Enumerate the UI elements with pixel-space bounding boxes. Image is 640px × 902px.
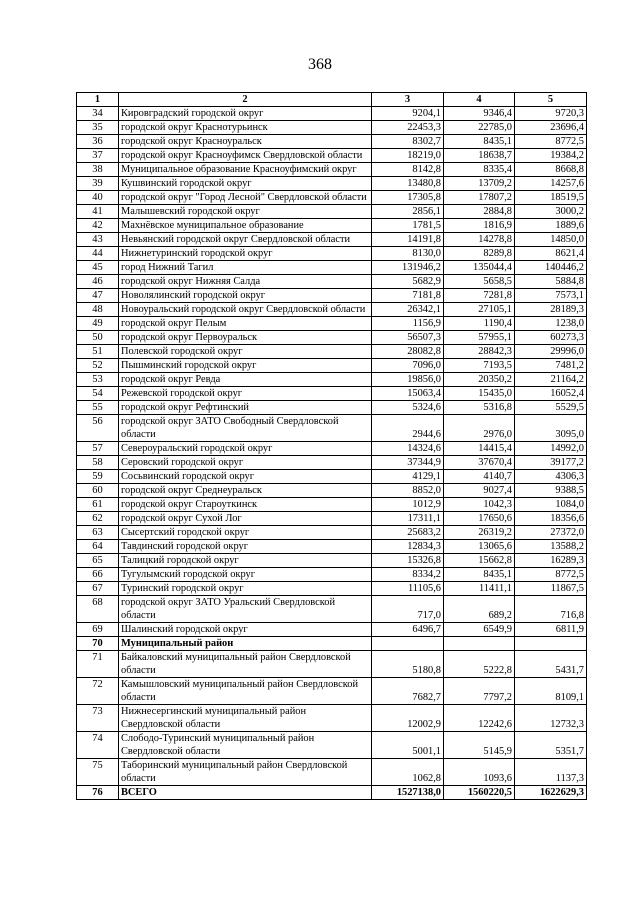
row-name: Нижнетуринский городской округ [119,247,372,261]
value-col-3: 4129,1 [372,470,444,484]
row-name: городской округ Краснотурьинск [119,121,372,135]
row-name: Туринский городской округ [119,582,372,596]
row-number: 49 [77,317,119,331]
table-row [77,191,587,205]
row-number: 65 [77,554,119,568]
value-col-3: 5682,9 [372,275,444,289]
row-name: Махнёвское муниципальное образование [119,219,372,233]
value-col-4: 1093,6 [444,759,515,786]
row-number: 46 [77,275,119,289]
table-row [77,107,587,121]
value-col-5: 18356,6 [515,512,587,526]
row-number: 58 [77,456,119,470]
table-row [77,456,587,470]
value-col-4: 20350,2 [444,373,515,387]
table-row [77,219,587,233]
value-col-4: 57955,1 [444,331,515,345]
table-row [77,498,587,512]
row-number: 47 [77,289,119,303]
row-name: Тугулымский городской округ [119,568,372,582]
value-col-5: 1622629,3 [515,786,587,800]
value-col-4: 22785,0 [444,121,515,135]
value-col-5: 28189,3 [515,303,587,317]
value-col-3: 1781,5 [372,219,444,233]
value-col-4: 17650,6 [444,512,515,526]
value-col-5: 3000,2 [515,205,587,219]
value-col-5: 11867,5 [515,582,587,596]
row-number: 34 [77,107,119,121]
row-number: 73 [77,705,119,732]
value-col-3: 8142,8 [372,163,444,177]
table-row [77,345,587,359]
value-col-3: 2856,1 [372,205,444,219]
value-col-4: 5658,5 [444,275,515,289]
value-col-5: 7481,2 [515,359,587,373]
value-col-5: 39177,2 [515,456,587,470]
table-row [77,759,587,786]
value-col-4: 37670,4 [444,456,515,470]
value-col-5: 1889,6 [515,219,587,233]
value-col-3: 5324,6 [372,401,444,415]
row-number: 44 [77,247,119,261]
row-number: 69 [77,623,119,637]
row-number: 57 [77,442,119,456]
row-number: 54 [77,387,119,401]
table-row [77,401,587,415]
value-col-5: 21164,2 [515,373,587,387]
row-name: городской округ Рефтинский [119,401,372,415]
value-col-3: 13480,8 [372,177,444,191]
value-col-4: 11411,1 [444,582,515,596]
value-col-5: 16052,4 [515,387,587,401]
value-col-4: 5222,8 [444,651,515,678]
row-number: 41 [77,205,119,219]
value-col-3: 1156,9 [372,317,444,331]
value-col-5: 5529,5 [515,401,587,415]
row-number: 56 [77,415,119,442]
value-col-5: 1084,0 [515,498,587,512]
value-col-4: 28842,3 [444,345,515,359]
row-name: ВСЕГО [119,786,372,800]
value-col-3: 9204,1 [372,107,444,121]
value-col-3: 28082,8 [372,345,444,359]
value-col-5: 8621,4 [515,247,587,261]
table-row [77,786,587,800]
value-col-4: 27105,1 [444,303,515,317]
value-col-3: 131946,2 [372,261,444,275]
row-number: 39 [77,177,119,191]
row-name: Кушвинский городской округ [119,177,372,191]
row-number: 53 [77,373,119,387]
header-cell: 3 [372,93,444,107]
table-row [77,705,587,732]
value-col-3: 17311,1 [372,512,444,526]
value-col-4: 135044,4 [444,261,515,275]
value-col-4: 4140,7 [444,470,515,484]
value-col-5: 7573,1 [515,289,587,303]
row-number: 72 [77,678,119,705]
value-col-5: 9388,5 [515,484,587,498]
budget-table [76,92,587,800]
value-col-5: 8772,5 [515,568,587,582]
row-name: Шалинский городской округ [119,623,372,637]
row-name: Байкаловский муниципальный район Свердловской области [119,651,372,678]
row-name: городской округ Нижняя Салда [119,275,372,289]
row-number: 35 [77,121,119,135]
row-number: 50 [77,331,119,345]
value-col-4: 9027,4 [444,484,515,498]
value-col-3: 1012,9 [372,498,444,512]
table-row [77,512,587,526]
table-row [77,442,587,456]
value-col-4: 8289,8 [444,247,515,261]
value-col-3: 8334,2 [372,568,444,582]
value-col-5: 23696,4 [515,121,587,135]
row-name: Таборинский муниципальный район Свердловской области [119,759,372,786]
table-row [77,540,587,554]
row-name: Сосьвинский городской округ [119,470,372,484]
table-row [77,415,587,442]
value-col-5: 5431,7 [515,651,587,678]
value-col-3: 14324,6 [372,442,444,456]
value-col-4: 13065,6 [444,540,515,554]
value-col-4: 18638,7 [444,149,515,163]
table-row [77,596,587,623]
table-row [77,359,587,373]
value-col-4: 26319,2 [444,526,515,540]
row-number: 76 [77,786,119,800]
header-cell: 5 [515,93,587,107]
value-col-3: 26342,1 [372,303,444,317]
value-col-5: 5884,8 [515,275,587,289]
value-col-5: 12732,3 [515,705,587,732]
table-row [77,678,587,705]
value-col-5: 13588,2 [515,540,587,554]
row-number: 70 [77,637,119,651]
row-name: город Нижний Тагил [119,261,372,275]
value-col-3: 1527138,0 [372,786,444,800]
value-col-4: 8435,1 [444,135,515,149]
value-col-3: 5180,8 [372,651,444,678]
value-col-3: 22453,3 [372,121,444,135]
value-col-3: 14191,8 [372,233,444,247]
row-name: Новолялинский городской округ [119,289,372,303]
row-number: 74 [77,732,119,759]
value-col-3: 8130,0 [372,247,444,261]
row-name: городской округ Красноуфимск Свердловской области [119,149,372,163]
value-col-4: 7281,8 [444,289,515,303]
table-row [77,247,587,261]
value-col-4: 6549,9 [444,623,515,637]
value-col-4: 1190,4 [444,317,515,331]
value-col-3: 8302,7 [372,135,444,149]
value-col-5: 3095,0 [515,415,587,442]
row-name: городской округ Ревда [119,373,372,387]
value-col-4: 7193,5 [444,359,515,373]
value-col-4: 1042,3 [444,498,515,512]
value-col-3: 15326,8 [372,554,444,568]
value-col-3: 17305,8 [372,191,444,205]
row-name: Сысертский городской округ [119,526,372,540]
value-col-3: 7096,0 [372,359,444,373]
row-number: 62 [77,512,119,526]
row-number: 55 [77,401,119,415]
row-name: Слободо-Туринский муниципальный район Свердловской области [119,732,372,759]
value-col-3 [372,637,444,651]
value-col-5: 4306,3 [515,470,587,484]
table-row [77,373,587,387]
table-row [77,289,587,303]
row-name: Муниципальный район [119,637,372,651]
value-col-5: 5351,7 [515,732,587,759]
value-col-3: 717,0 [372,596,444,623]
value-col-5 [515,637,587,651]
row-number: 59 [77,470,119,484]
row-name: Нижнесергинский муниципальный район Свердловской области [119,705,372,732]
value-col-5: 8772,5 [515,135,587,149]
row-name: Невьянский городской округ Свердловской области [119,233,372,247]
value-col-3: 12002,9 [372,705,444,732]
table-row [77,135,587,149]
table-row [77,149,587,163]
row-number: 71 [77,651,119,678]
header-cell: 1 [77,93,119,107]
value-col-3: 19856,0 [372,373,444,387]
row-number: 67 [77,582,119,596]
row-name: Серовский городской округ [119,456,372,470]
row-name: Кировградский городской округ [119,107,372,121]
row-number: 37 [77,149,119,163]
value-col-4: 17807,2 [444,191,515,205]
value-col-5: 16289,3 [515,554,587,568]
row-name: городской округ ЗАТО Свободный Свердловской области [119,415,372,442]
row-name: Тавдинский городской округ [119,540,372,554]
row-name: Североуральский городской округ [119,442,372,456]
row-number: 68 [77,596,119,623]
value-col-4: 9346,4 [444,107,515,121]
value-col-3: 7181,8 [372,289,444,303]
value-col-5: 14992,0 [515,442,587,456]
row-number: 51 [77,345,119,359]
value-col-4: 2976,0 [444,415,515,442]
row-number: 45 [77,261,119,275]
value-col-4 [444,637,515,651]
value-col-5: 8109,1 [515,678,587,705]
table-row [77,732,587,759]
value-col-5: 14850,0 [515,233,587,247]
value-col-5: 18519,5 [515,191,587,205]
row-name: Новоуральский городской округ Свердловской области [119,303,372,317]
row-number: 42 [77,219,119,233]
value-col-4: 689,2 [444,596,515,623]
value-col-4: 13709,2 [444,177,515,191]
value-col-5: 9720,3 [515,107,587,121]
table-row [77,637,587,651]
value-col-4: 15435,0 [444,387,515,401]
table-row [77,163,587,177]
value-col-4: 8435,1 [444,568,515,582]
row-name: городской округ Сухой Лог [119,512,372,526]
row-name: городской округ "Город Лесной" Свердловской области [119,191,372,205]
table-row [77,623,587,637]
table-row [77,275,587,289]
value-col-4: 15662,8 [444,554,515,568]
row-name: городской округ Староуткинск [119,498,372,512]
row-number: 63 [77,526,119,540]
value-col-5: 1238,0 [515,317,587,331]
row-name: городской округ Первоуральск [119,331,372,345]
value-col-4: 8335,4 [444,163,515,177]
value-col-4: 5316,8 [444,401,515,415]
table-row [77,554,587,568]
row-number: 48 [77,303,119,317]
row-name: Пышминский городской округ [119,359,372,373]
table-row [77,651,587,678]
row-name: Камышловский муниципальный район Свердловской области [119,678,372,705]
table-row [77,121,587,135]
row-number: 40 [77,191,119,205]
value-col-4: 5145,9 [444,732,515,759]
value-col-3: 1062,8 [372,759,444,786]
value-col-3: 18219,0 [372,149,444,163]
row-name: городской округ Красноуральск [119,135,372,149]
value-col-3: 15063,4 [372,387,444,401]
value-col-5: 140446,2 [515,261,587,275]
value-col-5: 8668,8 [515,163,587,177]
table-row [77,205,587,219]
value-col-4: 2884,8 [444,205,515,219]
table-row [77,568,587,582]
row-number: 66 [77,568,119,582]
value-col-3: 6496,7 [372,623,444,637]
value-col-3: 2944,6 [372,415,444,442]
row-name: Талицкий городской округ [119,554,372,568]
table-row [77,470,587,484]
value-col-5: 1137,3 [515,759,587,786]
table-row [77,484,587,498]
table-row [77,177,587,191]
row-name: Малышевский городской округ [119,205,372,219]
row-name: городской округ ЗАТО Уральский Свердловской области [119,596,372,623]
row-number: 60 [77,484,119,498]
row-name: городской округ Пелым [119,317,372,331]
row-name: Режевской городской округ [119,387,372,401]
value-col-3: 56507,3 [372,331,444,345]
value-col-4: 14415,4 [444,442,515,456]
value-col-3: 11105,6 [372,582,444,596]
value-col-3: 12834,3 [372,540,444,554]
row-name: Полевской городской округ [119,345,372,359]
table-header-row [77,93,587,107]
row-number: 36 [77,135,119,149]
table-row [77,233,587,247]
value-col-3: 5001,1 [372,732,444,759]
row-number: 61 [77,498,119,512]
value-col-4: 1816,9 [444,219,515,233]
header-cell: 4 [444,93,515,107]
row-name: Муниципальное образование Красноуфимский округ [119,163,372,177]
value-col-3: 8852,0 [372,484,444,498]
value-col-5: 29996,0 [515,345,587,359]
header-cell: 2 [119,93,372,107]
page-number: 368 [308,56,332,73]
row-number: 52 [77,359,119,373]
value-col-3: 37344,9 [372,456,444,470]
table-row [77,331,587,345]
value-col-5: 14257,6 [515,177,587,191]
value-col-5: 27372,0 [515,526,587,540]
value-col-4: 7797,2 [444,678,515,705]
value-col-5: 60273,3 [515,331,587,345]
row-number: 64 [77,540,119,554]
table-row [77,303,587,317]
value-col-5: 6811,9 [515,623,587,637]
table-row [77,582,587,596]
value-col-5: 716,8 [515,596,587,623]
value-col-4: 1560220,5 [444,786,515,800]
table-row [77,317,587,331]
value-col-5: 19384,2 [515,149,587,163]
table-row [77,261,587,275]
value-col-4: 12242,6 [444,705,515,732]
value-col-4: 14278,8 [444,233,515,247]
table-row [77,387,587,401]
row-number: 38 [77,163,119,177]
table-row [77,526,587,540]
row-number: 75 [77,759,119,786]
value-col-3: 7682,7 [372,678,444,705]
row-name: городской округ Среднеуральск [119,484,372,498]
value-col-3: 25683,2 [372,526,444,540]
row-number: 43 [77,233,119,247]
